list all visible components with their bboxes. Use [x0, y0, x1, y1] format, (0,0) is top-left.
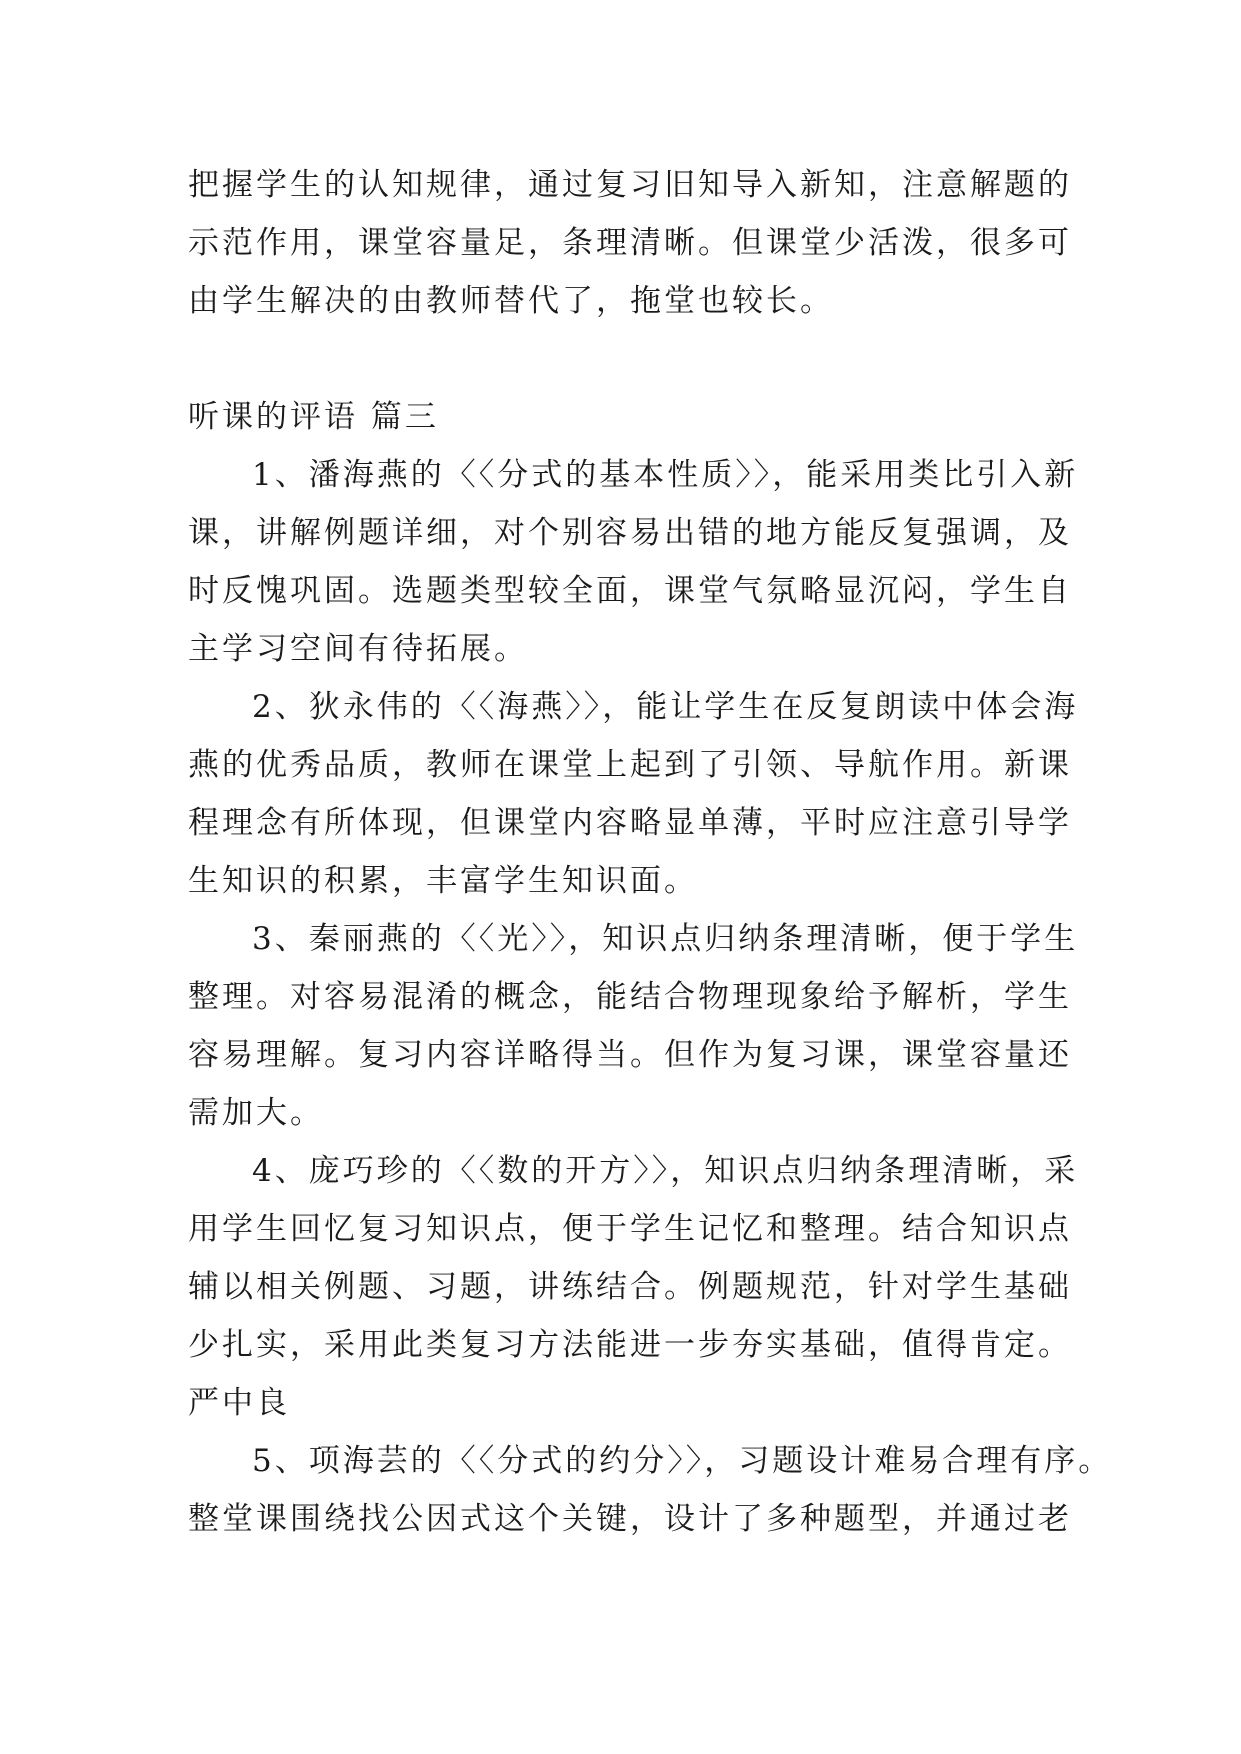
- paragraph-line: 时反愧巩固。选题类型较全面，课堂气氛略显沉闷，学生自: [188, 573, 1072, 609]
- review-item-4: [188, 1142, 1079, 1432]
- paragraph-line: 用学生回忆复习知识点，便于学生记忆和整理。结合知识点: [188, 1211, 1072, 1247]
- paragraph-line: 示范作用，课堂容量足，条理清晰。但课堂少活泼，很多可: [188, 225, 1072, 261]
- paragraph-line: 生知识的积累，丰富学生知识面。: [188, 863, 698, 899]
- paragraph-line: 5、项海芸的〈〈分式的约分〉〉，习题设计难易合理有序。: [252, 1443, 1113, 1479]
- paragraph-line: 3、秦丽燕的〈〈光〉〉，知识点归纳条理清晰，便于学生: [252, 921, 1079, 957]
- paragraph-line: 需加大。: [188, 1095, 324, 1131]
- paragraph-line: 课，讲解例题详细，对个别容易出错的地方能反复强调，及: [188, 515, 1072, 551]
- paragraph-line: 1、潘海燕的〈〈分式的基本性质〉〉，能采用类比引入新: [252, 457, 1079, 493]
- paragraph-line: 辅以相关例题、习题，讲练结合。例题规范，针对学生基础: [188, 1269, 1072, 1305]
- paragraph-line: 4、庞巧珍的〈〈数的开方〉〉，知识点归纳条理清晰，采: [252, 1153, 1079, 1189]
- document-body: [188, 156, 1113, 1548]
- section-title: 听课的评语 篇三: [188, 399, 439, 435]
- paragraph-line: 整理。对容易混淆的概念，能结合物理现象给予解析，学生: [188, 979, 1072, 1015]
- paragraph-line: 2、狄永伟的〈〈海燕〉〉，能让学生在反复朗读中体会海: [252, 689, 1079, 725]
- review-item-5: [188, 1432, 1113, 1548]
- review-item-1: [188, 446, 1079, 678]
- paragraph-gap: [188, 330, 1058, 388]
- review-item-3: [188, 910, 1079, 1142]
- paragraph-line: 严中良: [188, 1385, 290, 1421]
- paragraph-line: 少扎实，采用此类复习方法能进一步夯实基础，值得肯定。: [188, 1327, 1072, 1363]
- intro-paragraph: [188, 156, 1072, 330]
- paragraph-line: 把握学生的认知规律，通过复习旧知导入新知，注意解题的: [188, 167, 1072, 203]
- paragraph-line: 容易理解。复习内容详略得当。但作为复习课，课堂容量还: [188, 1037, 1072, 1073]
- paragraph-line: 燕的优秀品质，教师在课堂上起到了引领、导航作用。新课: [188, 747, 1072, 783]
- paragraph-line: 程理念有所体现，但课堂内容略显单薄，平时应注意引导学: [188, 805, 1072, 841]
- review-item-2: [188, 678, 1079, 910]
- paragraph-line: 整堂课围绕找公因式这个关键，设计了多种题型，并通过老: [188, 1501, 1072, 1537]
- paragraph-line: 主学习空间有待拓展。: [188, 631, 528, 667]
- paragraph-line: 由学生解决的由教师替代了，拖堂也较长。: [188, 283, 834, 319]
